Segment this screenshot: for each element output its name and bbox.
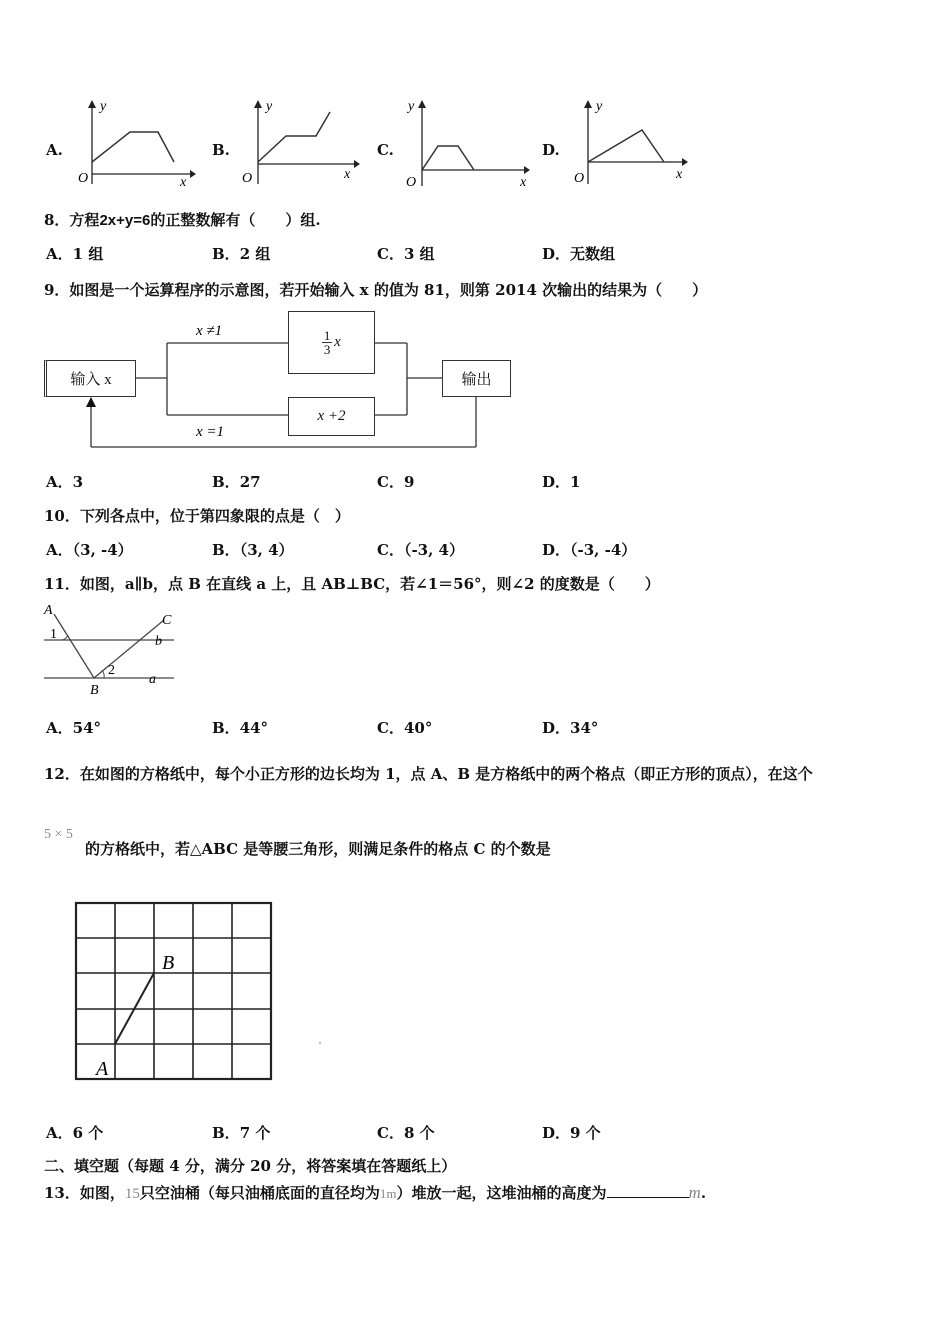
q8-option-a (46, 245, 103, 263)
q9-loop-arrow-icon (86, 397, 96, 407)
q12-option-a-value: 6 个 (72, 1124, 104, 1142)
q8-stem-post: 的正整数解有（ ）组. (150, 211, 321, 229)
q9-option-c-letter: C． (377, 473, 404, 491)
q9-option-c (377, 473, 414, 491)
graph-c (400, 96, 535, 192)
q9-op-top-var: x (334, 334, 341, 350)
q8-equation: 2x+y=6 (99, 212, 151, 229)
graph-c-x-label: x (520, 175, 527, 190)
q11-figure (42, 600, 182, 700)
q12-option-d-letter: D． (542, 1124, 571, 1142)
q9-op-top-num: 1 (323, 328, 331, 343)
q9-input-label: 输入 x (70, 372, 112, 388)
q13-diameter: 1m (379, 1186, 397, 1201)
q13-pre: 13．如图， (44, 1184, 125, 1202)
q9-op-top-fraction (322, 329, 332, 356)
q8-option-c-value: 3 (403, 245, 415, 263)
q9-option-d-value: 1 (570, 473, 581, 491)
q8-option-c-letter: C． (377, 245, 404, 263)
graph-c-y-label: y (408, 99, 415, 114)
q9-option-b-value: 27 (239, 473, 261, 491)
graph-b-x-label: x (344, 167, 351, 182)
q8-option-d (542, 245, 615, 263)
q11-option-c-value: 40° (403, 719, 433, 737)
q10-option-d-value: （-3, -4） (570, 541, 637, 559)
graph-b (238, 96, 363, 188)
q12-grid-size: 5 × 5 (44, 827, 73, 842)
q11-option-a-letter: A． (46, 719, 73, 737)
q12-grid-figure (70, 895, 330, 1095)
q8-option-d-letter: D． (542, 245, 571, 263)
graph-d (568, 96, 693, 188)
q11-label-angle-1: 1 (50, 627, 57, 642)
graph-b-y-label: y (266, 99, 273, 114)
q11-option-b-letter: B． (212, 719, 240, 737)
q7-option-d-letter: D. (542, 141, 560, 159)
graph-a-x-label: x (180, 175, 187, 188)
q13-end: . (700, 1184, 707, 1202)
graph-a-origin: O (78, 171, 89, 186)
graph-d-x-label: x (676, 167, 683, 182)
q11-option-c-letter: C． (377, 719, 404, 737)
q12-option-c-letter: C． (377, 1124, 404, 1142)
q8-option-b-value: 2 (239, 245, 251, 263)
q7-option-b-letter: B. (212, 141, 230, 159)
q12-stem-line2: 的方格纸中，若△ABC 是等腰三角形，则满足条件的格点 C 的个数是 (85, 840, 551, 858)
graph-a (72, 96, 197, 188)
q11-option-b (212, 719, 268, 737)
q7-option-c-letter: C. (377, 141, 394, 159)
q10-option-c (377, 541, 464, 559)
q12-option-b-value: 7 个 (239, 1124, 271, 1142)
q8-option-c (377, 245, 435, 263)
q8-option-b (212, 245, 270, 263)
q9-input-box (44, 360, 136, 397)
q12-option-b (212, 1124, 270, 1142)
graph-d-y-label: y (596, 99, 603, 114)
q8-option-a-value: 1 (72, 245, 84, 263)
q10-option-a-letter: A． (46, 541, 73, 559)
q12-option-b-letter: B． (212, 1124, 240, 1142)
q9-option-b (212, 473, 261, 491)
q11-option-c (377, 719, 432, 737)
q9-op-bottom-box (288, 397, 375, 436)
q11-option-a (46, 719, 101, 737)
q10-option-b-letter: B． (212, 541, 240, 559)
q13-answer-blank[interactable] (607, 1183, 689, 1198)
section2-title: 二、填空题（每题 4 分，满分 20 分，将答案填在答题纸上） (44, 1157, 457, 1175)
q13-unit: m (688, 1183, 701, 1202)
graph-a-y-label: y (100, 99, 107, 114)
q11-label-c-point: C (162, 613, 172, 628)
q10-option-a-value: （3, -4） (72, 541, 133, 559)
q11-option-d-value: 34° (570, 719, 599, 737)
q8-option-b-suffix: 组 (255, 245, 271, 263)
q11-option-b-value: 44° (239, 719, 269, 737)
q9-option-a-value: 3 (72, 473, 84, 491)
q10-option-c-value: （-3, 4） (403, 541, 464, 559)
q9-op-top-den: 3 (323, 342, 331, 357)
q12-option-c (377, 1124, 435, 1142)
q10-option-a (46, 541, 133, 559)
q9-cond-top: x ≠1 (196, 323, 223, 339)
q12-option-a (46, 1124, 103, 1142)
q9-cond-bottom: x =1 (196, 424, 225, 440)
q13-stem (44, 1183, 706, 1203)
q11-label-b-point: B (90, 683, 99, 698)
q9-op-bottom-label: x +2 (317, 408, 346, 424)
q12-stem-line1: 12．在如图的方格纸中，每个小正方形的边长均为 1，点 A、B 是方格纸中的两个格点（即正方形的顶点），在这个 (44, 765, 813, 783)
q9-stem: 9．如图是一个运算程序的示意图，若开始输入 x 的值为 81，则第 2014 次输出的结果为（ ） (44, 281, 708, 299)
q12-label-b: B (162, 952, 175, 974)
q12-option-d (542, 1124, 601, 1142)
q8-option-d-suffix: 无数组 (570, 245, 616, 263)
q8-stem-pre: 8．方程 (44, 211, 100, 229)
q11-label-line-b: b (155, 634, 162, 649)
graph-d-origin: O (574, 171, 585, 186)
q11-stem: 11．如图，a∥b，点 B 在直线 a 上，且 AB⊥BC，若∠1＝56°，则∠2 的度数是（ ） (44, 575, 660, 593)
q9-op-top-box (288, 311, 375, 374)
q8-option-a-letter: A． (46, 245, 73, 263)
q10-option-b-value: （3, 4） (239, 541, 294, 559)
q10-option-d-letter: D． (542, 541, 571, 559)
q9-output-box (442, 360, 511, 397)
q12-option-c-value: 8 个 (403, 1124, 435, 1142)
q9-option-b-letter: B． (212, 473, 240, 491)
q13-post: ）堆放一起，这堆油桶的高度为 (396, 1184, 607, 1202)
q9-option-d (542, 473, 580, 491)
graph-b-origin: O (242, 171, 253, 186)
graph-c-origin: O (406, 175, 417, 190)
q12-label-a: A (96, 1058, 109, 1080)
q9-option-d-letter: D． (542, 473, 571, 491)
q9-option-a-letter: A． (46, 473, 73, 491)
q9-option-c-value: 9 (403, 473, 415, 491)
q8-option-c-suffix: 组 (419, 245, 435, 263)
q13-mid: 只空油桶（每只油桶底面的直径均为 (139, 1184, 380, 1202)
q7-option-a-letter: A. (46, 141, 63, 159)
q8-stem (44, 211, 321, 230)
q10-option-d (542, 541, 636, 559)
q8-option-b-letter: B． (212, 245, 240, 263)
q11-option-a-value: 54° (72, 719, 102, 737)
q10-option-b (212, 541, 294, 559)
q10-option-c-letter: C． (377, 541, 404, 559)
q11-option-d-letter: D． (542, 719, 571, 737)
q12-option-d-value: 9 个 (570, 1124, 601, 1142)
q9-option-a (46, 473, 83, 491)
q11-label-line-a: a (149, 672, 156, 687)
q13-count: 15 (124, 1186, 140, 1202)
q10-stem: 10．下列各点中，位于第四象限的点是（ ） (44, 507, 350, 525)
q9-output-label: 输出 (461, 372, 492, 388)
q11-label-a-point: A (44, 603, 53, 618)
q11-label-angle-2: 2 (108, 663, 115, 678)
q12-option-a-letter: A． (46, 1124, 73, 1142)
q8-option-a-suffix: 组 (88, 245, 104, 263)
q11-option-d (542, 719, 598, 737)
